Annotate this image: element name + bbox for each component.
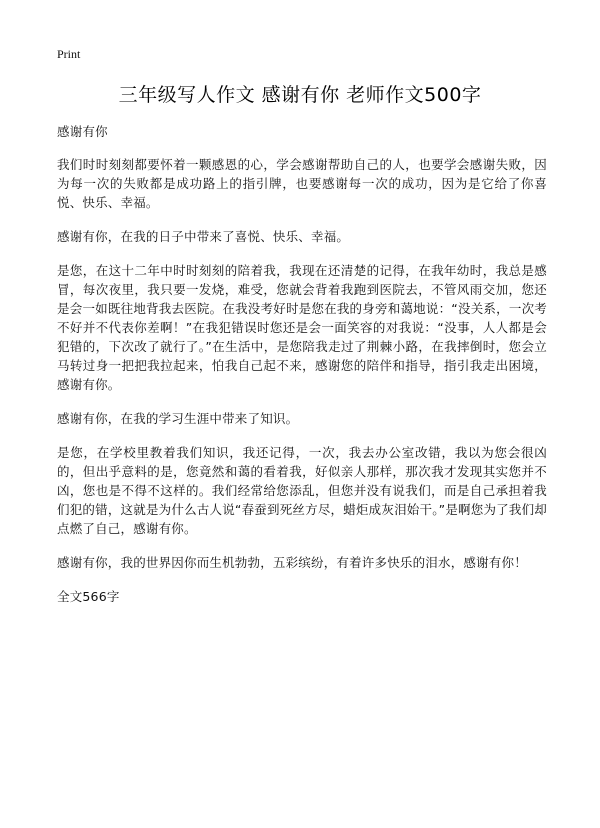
paragraph-2: 感谢有你，在我的日子中带来了喜悦、快乐、幸福。 bbox=[57, 229, 350, 244]
article-subtitle: 感谢有你 bbox=[57, 124, 108, 139]
paragraph-5: 是您，在学校里教着我们知识，我还记得，一次，我去办公室改错，我以为您会很凶的，但出乎意料的是，您竟然和蔼的看着我，好似亲人那样，那次我才发现其实您并不凶，您也是不得不这样的。我们经常给您添乱，但您并没有说我们，而是自己承担着我们犯的错，这就是为什么古人说“春蚕到死丝方尽，蜡炬成灰泪始干。”是啊您为了我们却点燃了自己，感谢有你。 bbox=[57, 445, 547, 536]
word-count: 全文566字 bbox=[57, 589, 120, 604]
paragraph-6: 感谢有你，我的世界因你而生机勃勃，五彩缤纷，有着许多快乐的泪水，感谢有你！ bbox=[57, 555, 527, 570]
paragraph-3: 是您，在这十二年中时时刻刻的陪着我，我现在还清楚的记得，在我年幼时，我总是感冒，每次夜里，我只要一发烧，难受，您就会背着我跑到医院去，不管风雨交加，您还是会一如既往地背我去医院。在我没考好时是您在我的身旁和蔼地说：“没关系，一次考不好并不代表你差啊！”在我犯错误时您还是会一面笑容的对我说：“没事，人人都是会犯错的，下次改了就行了。”在生活中，是您陪我走过了荆棘小路，在我摔倒时，您会立马转过身一把把我拉起来，怕我自己起不来，感谢您的陪伴和指导，指引我走出困境，感谢有你。 bbox=[57, 263, 547, 392]
paragraph-4: 感谢有你，在我的学习生涯中带来了知识。 bbox=[57, 411, 299, 426]
article-body bbox=[57, 122, 547, 621]
paragraph-1: 我们时时刻刻都要怀着一颗感恩的心，学会感谢帮助自己的人，也要学会感谢失败，因为每一次的失败都是成功路上的指引牌，也要感谢每一次的成功，因为是它给了你喜悦、快乐、幸福。 bbox=[57, 157, 547, 210]
page-title: 三年级写人作文 感谢有你 老师作文500字 bbox=[118, 84, 482, 106]
print-link[interactable]: Print bbox=[57, 47, 81, 61]
